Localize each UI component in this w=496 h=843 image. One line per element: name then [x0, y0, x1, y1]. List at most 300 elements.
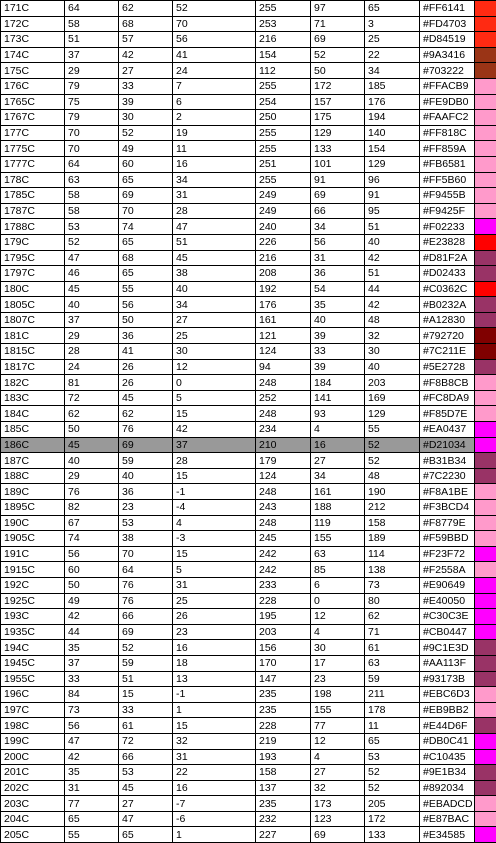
- pantone-code-cell: 193C: [1, 609, 65, 625]
- rgb-green-cell: 12: [311, 733, 365, 749]
- table-row: [1, 765, 496, 781]
- hex-code-cell: #FC8DA9: [420, 390, 475, 406]
- table-row: [1, 733, 496, 749]
- hex-code-cell: #B0232A: [420, 297, 475, 313]
- table-row: [1, 297, 496, 313]
- color-swatch: [475, 328, 496, 344]
- pantone-code-cell: 1787C: [1, 203, 65, 219]
- table-row: [1, 453, 496, 469]
- color-swatch: [475, 640, 496, 656]
- table-row: [1, 702, 496, 718]
- value-m-cell: 62: [119, 1, 173, 17]
- value-y-cell: 5: [173, 390, 256, 406]
- value-m-cell: 26: [119, 375, 173, 391]
- value-y-cell: 16: [173, 156, 256, 172]
- color-swatch: [475, 141, 496, 157]
- value-c-cell: 70: [65, 125, 119, 141]
- rgb-green-cell: 172: [311, 78, 365, 94]
- rgb-green-cell: 175: [311, 110, 365, 126]
- table-row: [1, 156, 496, 172]
- pantone-code-cell: 198C: [1, 718, 65, 734]
- rgb-blue-cell: 65: [365, 1, 420, 17]
- value-y-cell: 25: [173, 328, 256, 344]
- value-m-cell: 62: [119, 406, 173, 422]
- table-row: [1, 515, 496, 531]
- color-swatch: [475, 406, 496, 422]
- value-c-cell: 72: [65, 390, 119, 406]
- hex-code-cell: #C30C3E: [420, 609, 475, 625]
- value-c-cell: 45: [65, 437, 119, 453]
- rgb-red-cell: 179: [256, 453, 311, 469]
- hex-code-cell: #93173B: [420, 671, 475, 687]
- color-swatch: [475, 234, 496, 250]
- hex-code-cell: #FF5B60: [420, 172, 475, 188]
- value-m-cell: 61: [119, 718, 173, 734]
- value-m-cell: 66: [119, 749, 173, 765]
- hex-code-cell: #D81F2A: [420, 250, 475, 266]
- color-swatch: [475, 811, 496, 827]
- rgb-red-cell: 94: [256, 359, 311, 375]
- value-y-cell: 31: [173, 188, 256, 204]
- color-swatch: [475, 422, 496, 438]
- table-row: [1, 609, 496, 625]
- rgb-red-cell: 170: [256, 655, 311, 671]
- hex-code-cell: #E87BAC: [420, 811, 475, 827]
- value-c-cell: 49: [65, 593, 119, 609]
- color-swatch: [475, 172, 496, 188]
- rgb-blue-cell: 205: [365, 796, 420, 812]
- hex-code-cell: #EBC6D3: [420, 687, 475, 703]
- color-swatch: [475, 375, 496, 391]
- value-y-cell: 15: [173, 468, 256, 484]
- value-c-cell: 53: [65, 219, 119, 235]
- pantone-code-cell: 171C: [1, 1, 65, 17]
- rgb-red-cell: 227: [256, 827, 311, 843]
- color-swatch: [475, 63, 496, 79]
- table-row: [1, 16, 496, 32]
- pantone-code-cell: 1788C: [1, 219, 65, 235]
- value-y-cell: 37: [173, 437, 256, 453]
- rgb-blue-cell: 42: [365, 297, 420, 313]
- rgb-green-cell: 4: [311, 749, 365, 765]
- hex-code-cell: #D02433: [420, 266, 475, 282]
- rgb-blue-cell: 48: [365, 468, 420, 484]
- rgb-green-cell: 27: [311, 765, 365, 781]
- table-row: [1, 281, 496, 297]
- pantone-code-cell: 196C: [1, 687, 65, 703]
- rgb-green-cell: 12: [311, 609, 365, 625]
- color-swatch: [475, 203, 496, 219]
- hex-code-cell: #D21034: [420, 437, 475, 453]
- rgb-blue-cell: 129: [365, 156, 420, 172]
- value-m-cell: 15: [119, 687, 173, 703]
- value-y-cell: -6: [173, 811, 256, 827]
- hex-code-cell: #FD4703: [420, 16, 475, 32]
- pantone-code-cell: 1815C: [1, 344, 65, 360]
- value-m-cell: 57: [119, 32, 173, 48]
- rgb-green-cell: 39: [311, 359, 365, 375]
- color-swatch: [475, 16, 496, 32]
- table-row: [1, 422, 496, 438]
- table-row: [1, 500, 496, 516]
- value-m-cell: 65: [119, 172, 173, 188]
- table-row: [1, 624, 496, 640]
- color-swatch: [475, 593, 496, 609]
- value-m-cell: 36: [119, 328, 173, 344]
- rgb-blue-cell: 211: [365, 687, 420, 703]
- value-c-cell: 29: [65, 63, 119, 79]
- pantone-code-cell: 185C: [1, 422, 65, 438]
- hex-code-cell: #5E2728: [420, 359, 475, 375]
- value-c-cell: 51: [65, 32, 119, 48]
- hex-code-cell: #9E1B34: [420, 765, 475, 781]
- value-y-cell: 52: [173, 1, 256, 17]
- value-m-cell: 69: [119, 188, 173, 204]
- table-row: [1, 593, 496, 609]
- value-y-cell: 0: [173, 375, 256, 391]
- value-c-cell: 29: [65, 328, 119, 344]
- rgb-red-cell: 124: [256, 468, 311, 484]
- pantone-code-cell: 176C: [1, 78, 65, 94]
- rgb-green-cell: 101: [311, 156, 365, 172]
- value-m-cell: 52: [119, 640, 173, 656]
- table-row: [1, 63, 496, 79]
- value-y-cell: 28: [173, 453, 256, 469]
- table-row: [1, 827, 496, 843]
- table-row: [1, 468, 496, 484]
- pantone-code-cell: 199C: [1, 733, 65, 749]
- hex-code-cell: #E40050: [420, 593, 475, 609]
- rgb-green-cell: 4: [311, 422, 365, 438]
- value-c-cell: 47: [65, 733, 119, 749]
- value-m-cell: 33: [119, 78, 173, 94]
- color-swatch: [475, 624, 496, 640]
- rgb-blue-cell: 52: [365, 437, 420, 453]
- rgb-green-cell: 188: [311, 500, 365, 516]
- rgb-red-cell: 203: [256, 624, 311, 640]
- color-table-body: [1, 1, 496, 843]
- table-row: [1, 234, 496, 250]
- value-y-cell: 16: [173, 780, 256, 796]
- value-c-cell: 29: [65, 468, 119, 484]
- hex-code-cell: #B31B34: [420, 453, 475, 469]
- rgb-red-cell: 210: [256, 437, 311, 453]
- color-swatch: [475, 796, 496, 812]
- value-m-cell: 33: [119, 702, 173, 718]
- color-swatch: [475, 827, 496, 843]
- value-y-cell: 31: [173, 577, 256, 593]
- table-row: [1, 531, 496, 547]
- value-m-cell: 45: [119, 780, 173, 796]
- value-m-cell: 30: [119, 110, 173, 126]
- value-m-cell: 72: [119, 733, 173, 749]
- value-y-cell: 4: [173, 515, 256, 531]
- value-c-cell: 63: [65, 172, 119, 188]
- value-m-cell: 23: [119, 500, 173, 516]
- hex-code-cell: #EA0437: [420, 422, 475, 438]
- value-c-cell: 35: [65, 640, 119, 656]
- rgb-red-cell: 255: [256, 78, 311, 94]
- rgb-blue-cell: 169: [365, 390, 420, 406]
- rgb-green-cell: 39: [311, 328, 365, 344]
- pantone-code-cell: 203C: [1, 796, 65, 812]
- hex-code-cell: #FE9DB0: [420, 94, 475, 110]
- value-c-cell: 67: [65, 515, 119, 531]
- value-y-cell: 32: [173, 733, 256, 749]
- value-c-cell: 45: [65, 281, 119, 297]
- table-row: [1, 546, 496, 562]
- rgb-red-cell: 252: [256, 390, 311, 406]
- hex-code-cell: #AA113F: [420, 655, 475, 671]
- table-row: [1, 78, 496, 94]
- value-y-cell: 56: [173, 32, 256, 48]
- value-m-cell: 65: [119, 827, 173, 843]
- value-y-cell: 45: [173, 250, 256, 266]
- value-c-cell: 33: [65, 671, 119, 687]
- color-swatch: [475, 655, 496, 671]
- value-c-cell: 82: [65, 500, 119, 516]
- value-m-cell: 53: [119, 765, 173, 781]
- hex-code-cell: #A12830: [420, 312, 475, 328]
- rgb-red-cell: 228: [256, 718, 311, 734]
- rgb-blue-cell: 95: [365, 203, 420, 219]
- table-row: [1, 188, 496, 204]
- value-y-cell: 16: [173, 640, 256, 656]
- color-swatch: [475, 312, 496, 328]
- rgb-red-cell: 137: [256, 780, 311, 796]
- table-row: [1, 687, 496, 703]
- value-m-cell: 64: [119, 562, 173, 578]
- rgb-blue-cell: 61: [365, 640, 420, 656]
- color-swatch: [475, 749, 496, 765]
- color-swatch: [475, 546, 496, 562]
- rgb-red-cell: 255: [256, 141, 311, 157]
- value-y-cell: 15: [173, 546, 256, 562]
- table-row: [1, 47, 496, 63]
- color-swatch: [475, 562, 496, 578]
- color-swatch: [475, 780, 496, 796]
- hex-code-cell: #E44D6F: [420, 718, 475, 734]
- rgb-blue-cell: 138: [365, 562, 420, 578]
- value-c-cell: 31: [65, 780, 119, 796]
- rgb-blue-cell: 203: [365, 375, 420, 391]
- color-swatch: [475, 110, 496, 126]
- rgb-red-cell: 248: [256, 515, 311, 531]
- value-c-cell: 64: [65, 156, 119, 172]
- value-y-cell: 19: [173, 125, 256, 141]
- value-m-cell: 69: [119, 437, 173, 453]
- value-y-cell: 2: [173, 110, 256, 126]
- value-m-cell: 27: [119, 796, 173, 812]
- hex-code-cell: #892034: [420, 780, 475, 796]
- hex-code-cell: #7C2230: [420, 468, 475, 484]
- rgb-green-cell: 35: [311, 297, 365, 313]
- pantone-code-cell: 1797C: [1, 266, 65, 282]
- hex-code-cell: #EB9BB2: [420, 702, 475, 718]
- table-row: [1, 655, 496, 671]
- rgb-red-cell: 158: [256, 765, 311, 781]
- rgb-blue-cell: 22: [365, 47, 420, 63]
- value-c-cell: 56: [65, 546, 119, 562]
- rgb-blue-cell: 91: [365, 188, 420, 204]
- table-row: [1, 141, 496, 157]
- rgb-blue-cell: 40: [365, 234, 420, 250]
- hex-code-cell: #F59BBD: [420, 531, 475, 547]
- pantone-code-cell: 175C: [1, 63, 65, 79]
- value-c-cell: 37: [65, 312, 119, 328]
- value-m-cell: 76: [119, 593, 173, 609]
- rgb-green-cell: 77: [311, 718, 365, 734]
- pantone-code-cell: 188C: [1, 468, 65, 484]
- rgb-green-cell: 97: [311, 1, 365, 17]
- rgb-red-cell: 195: [256, 609, 311, 625]
- pantone-code-cell: 1785C: [1, 188, 65, 204]
- hex-code-cell: #F3BCD4: [420, 500, 475, 516]
- pantone-code-cell: 187C: [1, 453, 65, 469]
- rgb-red-cell: 245: [256, 531, 311, 547]
- rgb-green-cell: 93: [311, 406, 365, 422]
- value-m-cell: 53: [119, 515, 173, 531]
- value-c-cell: 74: [65, 531, 119, 547]
- pantone-code-cell: 1795C: [1, 250, 65, 266]
- value-c-cell: 84: [65, 687, 119, 703]
- rgb-green-cell: 30: [311, 640, 365, 656]
- color-swatch: [475, 702, 496, 718]
- rgb-red-cell: 242: [256, 562, 311, 578]
- value-c-cell: 47: [65, 250, 119, 266]
- color-swatch: [475, 266, 496, 282]
- rgb-blue-cell: 11: [365, 718, 420, 734]
- value-m-cell: 66: [119, 609, 173, 625]
- color-swatch: [475, 94, 496, 110]
- value-c-cell: 42: [65, 609, 119, 625]
- hex-code-cell: #C0362C: [420, 281, 475, 297]
- hex-code-cell: #FB6581: [420, 156, 475, 172]
- rgb-blue-cell: 40: [365, 359, 420, 375]
- value-m-cell: 45: [119, 390, 173, 406]
- value-c-cell: 60: [65, 562, 119, 578]
- rgb-red-cell: 248: [256, 375, 311, 391]
- rgb-green-cell: 69: [311, 188, 365, 204]
- color-swatch: [475, 500, 496, 516]
- value-m-cell: 70: [119, 546, 173, 562]
- rgb-red-cell: 219: [256, 733, 311, 749]
- rgb-blue-cell: 63: [365, 655, 420, 671]
- rgb-green-cell: 16: [311, 437, 365, 453]
- rgb-green-cell: 56: [311, 234, 365, 250]
- rgb-green-cell: 27: [311, 453, 365, 469]
- rgb-red-cell: 235: [256, 702, 311, 718]
- rgb-blue-cell: 51: [365, 266, 420, 282]
- color-swatch: [475, 344, 496, 360]
- rgb-green-cell: 54: [311, 281, 365, 297]
- pantone-code-cell: 172C: [1, 16, 65, 32]
- rgb-blue-cell: 80: [365, 593, 420, 609]
- pantone-code-cell: 194C: [1, 640, 65, 656]
- rgb-green-cell: 63: [311, 546, 365, 562]
- hex-code-cell: #FF859A: [420, 141, 475, 157]
- rgb-green-cell: 69: [311, 32, 365, 48]
- value-c-cell: 73: [65, 702, 119, 718]
- table-row: [1, 718, 496, 734]
- rgb-blue-cell: 52: [365, 453, 420, 469]
- table-row: [1, 437, 496, 453]
- table-row: [1, 484, 496, 500]
- rgb-blue-cell: 73: [365, 577, 420, 593]
- rgb-blue-cell: 154: [365, 141, 420, 157]
- hex-code-cell: #C10435: [420, 749, 475, 765]
- rgb-red-cell: 248: [256, 484, 311, 500]
- color-swatch: [475, 1, 496, 17]
- table-row: [1, 671, 496, 687]
- table-row: [1, 577, 496, 593]
- rgb-green-cell: 71: [311, 16, 365, 32]
- hex-code-cell: #FFACB9: [420, 78, 475, 94]
- rgb-blue-cell: 51: [365, 219, 420, 235]
- rgb-red-cell: 208: [256, 266, 311, 282]
- value-m-cell: 47: [119, 811, 173, 827]
- value-c-cell: 56: [65, 718, 119, 734]
- hex-code-cell: #792720: [420, 328, 475, 344]
- value-y-cell: 15: [173, 406, 256, 422]
- table-row: [1, 125, 496, 141]
- value-c-cell: 75: [65, 94, 119, 110]
- pantone-code-cell: 1915C: [1, 562, 65, 578]
- value-y-cell: 18: [173, 655, 256, 671]
- rgb-red-cell: 249: [256, 203, 311, 219]
- color-swatch: [475, 733, 496, 749]
- value-y-cell: 7: [173, 78, 256, 94]
- rgb-green-cell: 198: [311, 687, 365, 703]
- rgb-red-cell: 248: [256, 406, 311, 422]
- color-swatch: [475, 47, 496, 63]
- rgb-red-cell: 226: [256, 234, 311, 250]
- rgb-green-cell: 141: [311, 390, 365, 406]
- rgb-green-cell: 155: [311, 702, 365, 718]
- color-swatch: [475, 156, 496, 172]
- rgb-blue-cell: 178: [365, 702, 420, 718]
- rgb-blue-cell: 55: [365, 422, 420, 438]
- color-swatch: [475, 687, 496, 703]
- hex-code-cell: #E90649: [420, 577, 475, 593]
- table-row: [1, 390, 496, 406]
- value-y-cell: 15: [173, 718, 256, 734]
- color-swatch: [475, 577, 496, 593]
- color-swatch: [475, 219, 496, 235]
- value-m-cell: 60: [119, 156, 173, 172]
- value-m-cell: 49: [119, 141, 173, 157]
- hex-code-cell: #D84519: [420, 32, 475, 48]
- hex-code-cell: #9A3416: [420, 47, 475, 63]
- pantone-code-cell: 1935C: [1, 624, 65, 640]
- table-row: [1, 811, 496, 827]
- pantone-code-cell: 1817C: [1, 359, 65, 375]
- table-row: [1, 796, 496, 812]
- value-m-cell: 68: [119, 16, 173, 32]
- pantone-code-cell: 184C: [1, 406, 65, 422]
- rgb-blue-cell: 42: [365, 250, 420, 266]
- pantone-code-cell: 1895C: [1, 500, 65, 516]
- rgb-red-cell: 234: [256, 422, 311, 438]
- rgb-green-cell: 119: [311, 515, 365, 531]
- table-row: [1, 203, 496, 219]
- hex-code-cell: #E34585: [420, 827, 475, 843]
- table-row: [1, 344, 496, 360]
- pantone-code-cell: 1775C: [1, 141, 65, 157]
- pantone-code-cell: 205C: [1, 827, 65, 843]
- pantone-code-cell: 201C: [1, 765, 65, 781]
- value-m-cell: 38: [119, 531, 173, 547]
